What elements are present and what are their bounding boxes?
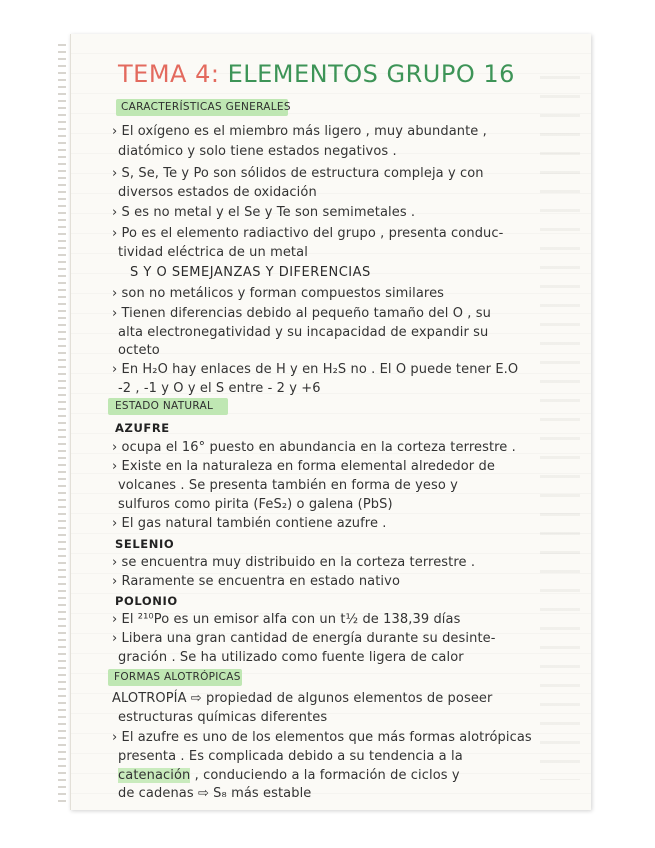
section-title-semejanzas: S Y O SEMEJANZAS Y DIFERENCIAS — [130, 265, 371, 280]
header-caracteristicas: CARACTERÍSTICAS GENERALES — [121, 101, 291, 113]
text-line: › S, Se, Te y Po son sólidos de estructura compleja y con — [112, 166, 484, 181]
title-part-2: ELEMENTOS GRUPO 16 — [227, 60, 515, 88]
highlighted-word: catenación — [118, 768, 191, 783]
text-line: › se encuentra muy distribuido en la corteza terrestre . — [112, 555, 476, 570]
text-line: estructuras químicas diferentes — [118, 710, 328, 725]
subheading-selenio: SELENIO — [115, 537, 175, 551]
text-line: diatómico y solo tiene estados negativos . — [118, 144, 397, 159]
subheading-azufre: AZUFRE — [115, 421, 170, 435]
text-line: presenta . Es complicada debido a su tendencia a la — [118, 749, 463, 764]
text-line: › son no metálicos y forman compuestos similares — [112, 286, 445, 301]
text-line: ALOTROPÍA ⇨ propiedad de algunos elementos de poseer — [112, 691, 493, 706]
text-line: › Tienen diferencias debido al pequeño tamaño del O , su — [112, 306, 491, 321]
text-line: gración . Se ha utilizado como fuente ligera de calor — [118, 650, 464, 665]
text-line: › En H₂O hay enlaces de H y en H₂S no . El O puede tener E.O — [112, 362, 519, 377]
text-line: -2 , -1 y O y el S entre - 2 y +6 — [118, 381, 321, 396]
text-line: octeto — [118, 343, 160, 358]
text-line: › S es no metal y el Se y Te son semimetales . — [112, 205, 416, 220]
header-estado-natural: ESTADO NATURAL — [115, 400, 214, 412]
text-line: › Libera una gran cantidad de energía durante su desinte- — [112, 631, 496, 646]
header-formas-alotropicas: FORMAS ALOTRÓPICAS — [114, 671, 241, 683]
text-line: de cadenas ⇨ S₈ más estable — [118, 786, 312, 801]
notebook-perforation — [58, 44, 66, 804]
text-line: › El oxígeno es el miembro más ligero , muy abundante , — [112, 124, 487, 139]
text-line: alta electronegatividad y su incapacidad de expandir su — [118, 325, 489, 340]
text-line: sulfuros como pirita (FeS₂) o galena (PbS) — [118, 497, 393, 512]
text-line: › Raramente se encuentra en estado nativo — [112, 574, 400, 589]
text-line — [118, 768, 460, 783]
text-line: volcanes . Se presenta también en forma de yeso y — [118, 478, 458, 493]
text-line: › El azufre es uno de los elementos que más formas alotrópicas — [112, 730, 532, 745]
text-line: › El ²¹⁰Po es un emisor alfa con un t½ de 138,39 días — [112, 612, 461, 627]
text-line: diversos estados de oxidación — [118, 185, 317, 200]
text-line: › Po es el elemento radiactivo del grupo , presenta conduc- — [112, 226, 504, 241]
subheading-polonio: POLONIO — [115, 594, 178, 608]
text-line: › El gas natural también contiene azufre . — [112, 516, 387, 531]
text-line: › ocupa el 16° puesto en abundancia en la corteza terrestre . — [112, 440, 516, 455]
text-line: tividad eléctrica de un metal — [118, 245, 308, 260]
bleed-through-text — [540, 60, 580, 780]
page-title — [118, 60, 515, 88]
title-part-1: TEMA 4: — [118, 60, 220, 88]
text-fragment: , conduciendo a la formación de ciclos y — [190, 768, 460, 783]
text-line: › Existe en la naturaleza en forma elemental alrededor de — [112, 459, 495, 474]
